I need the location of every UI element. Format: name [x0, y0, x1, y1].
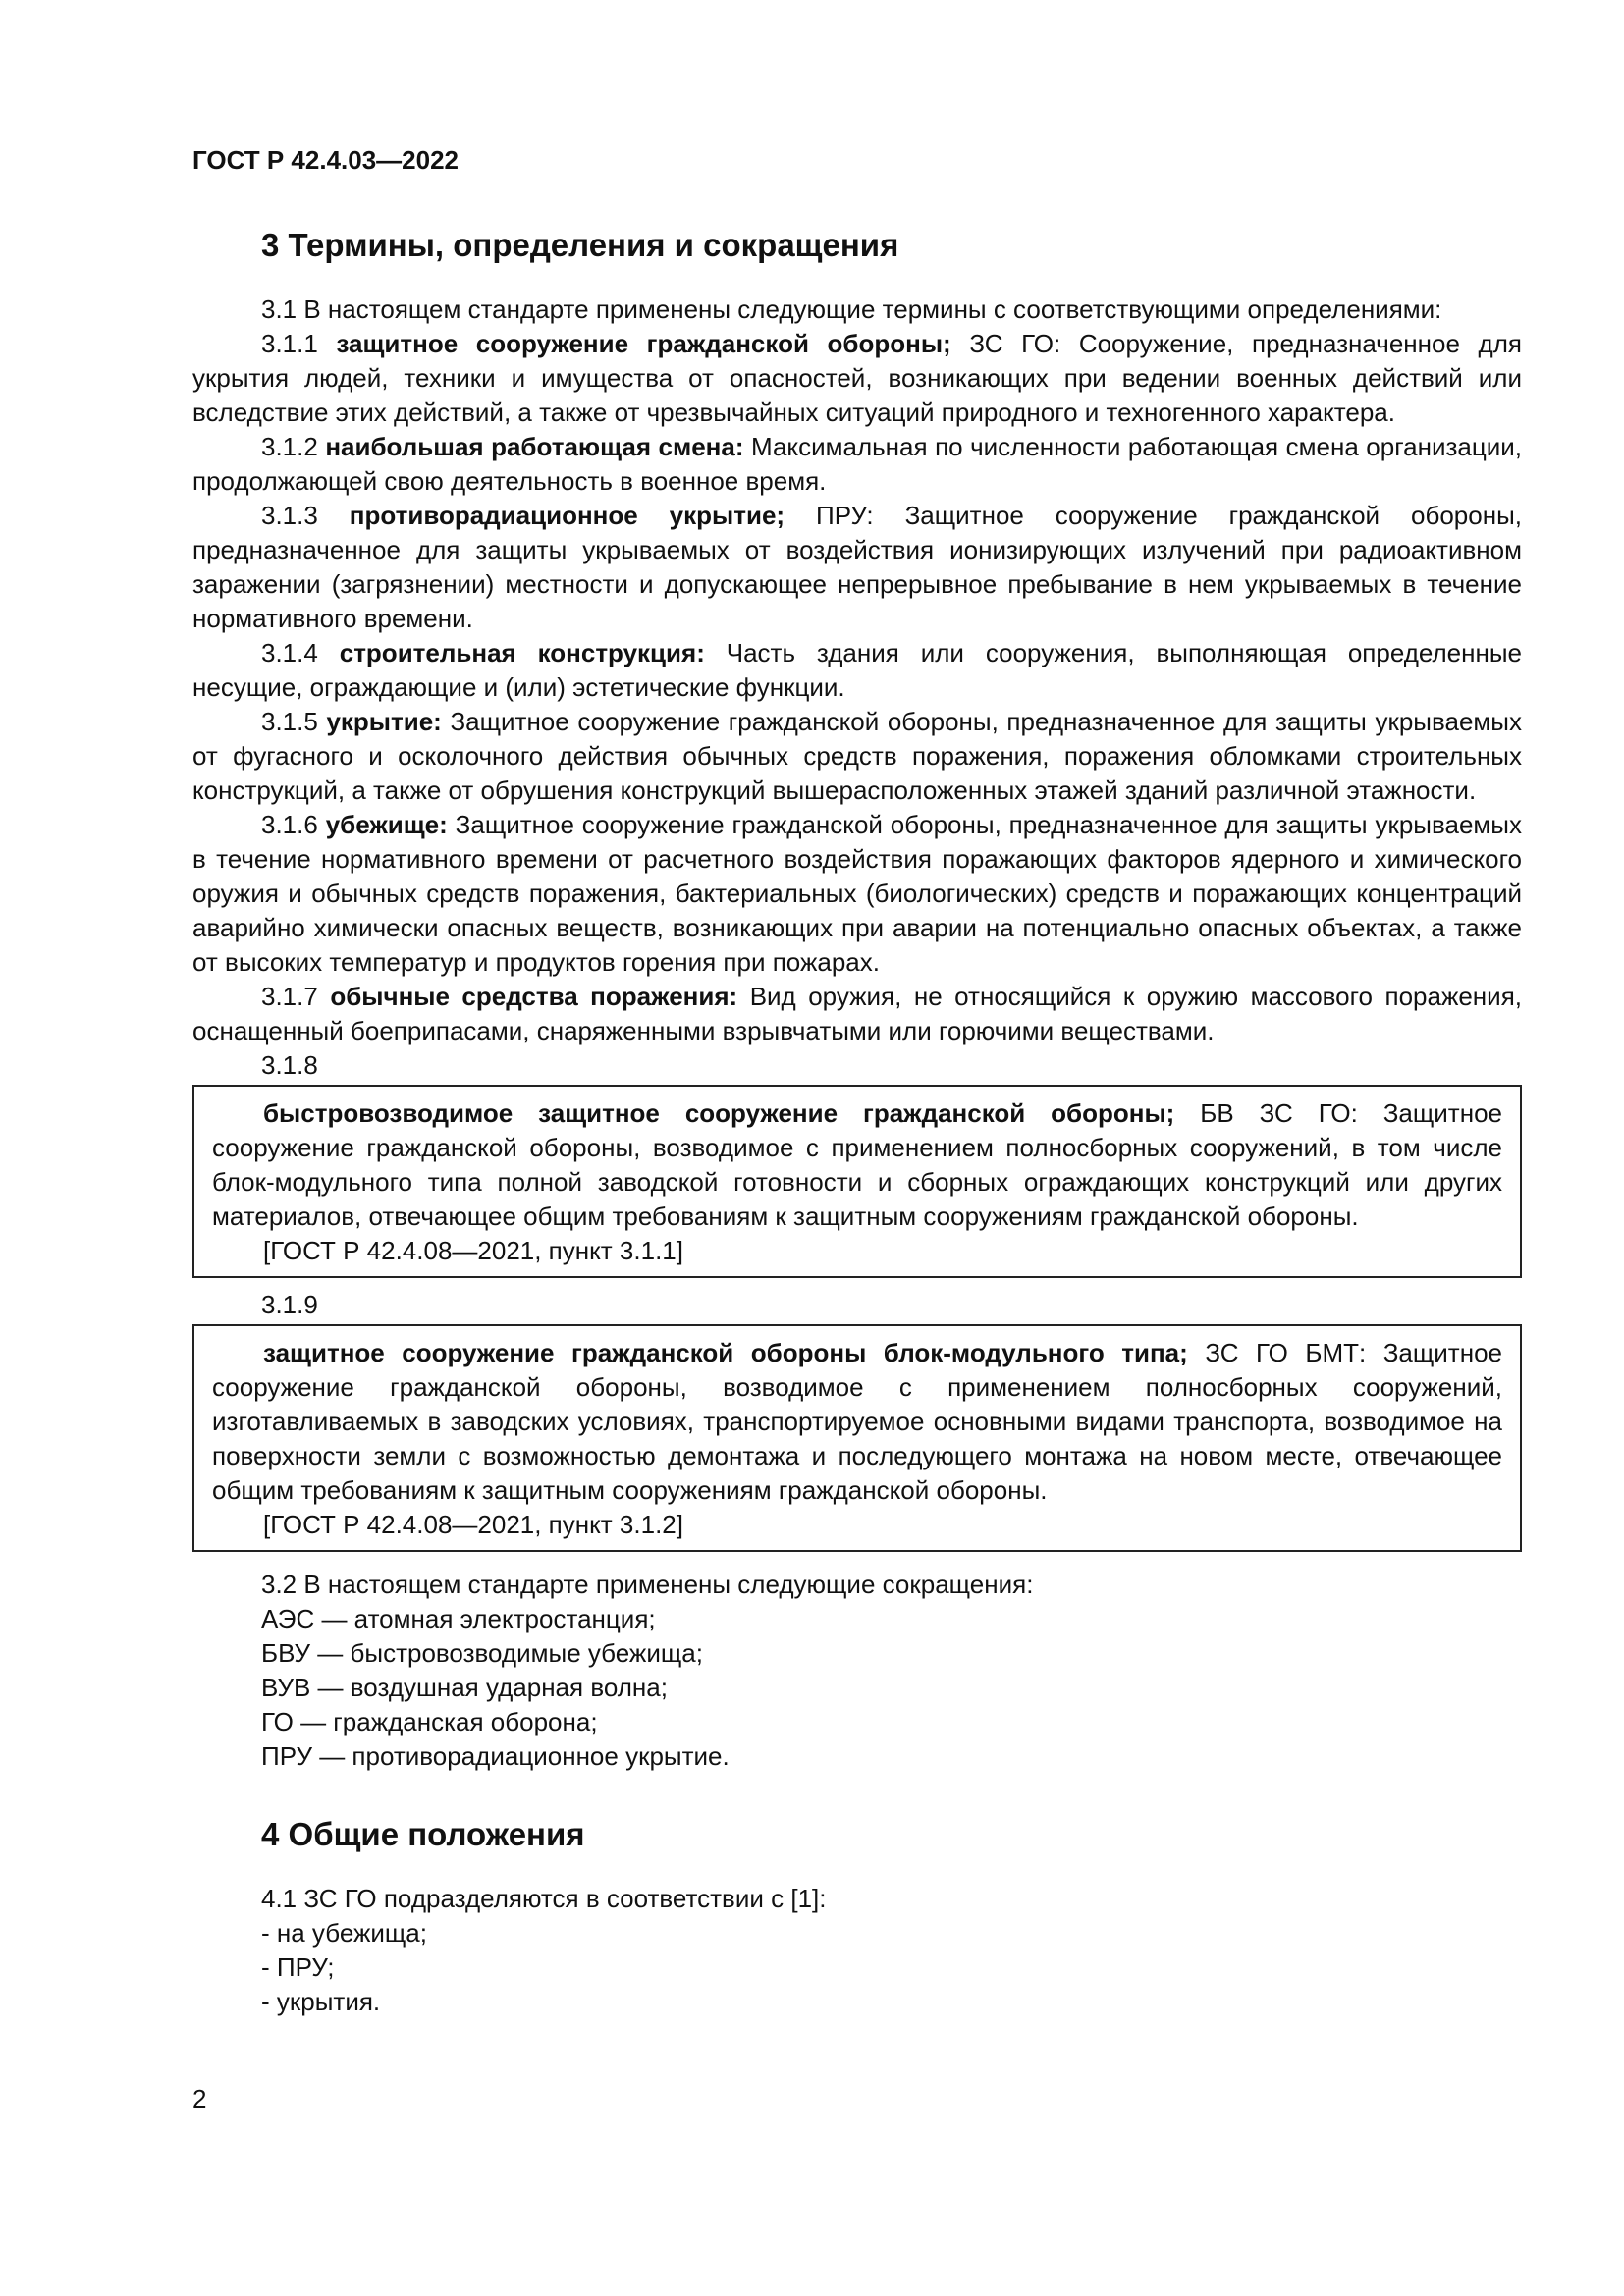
boxed-term-text — [212, 1096, 1502, 1234]
term-entry: 3.1.6 убежище: Защитное сооружение гражданской обороны, предназначенное для защиты укрываемых в течение нормативного времени от расчетного воздействия поражающих факторов ядерного и химического оружия и обычных средств поражения, бактериальных (биологических) средств и поражающих концентраций аварийно химически опасных веществ, возникающих при аварии на потенциально опасных объектах, а также от высоких температур и продуктов горения при пожарах. — [192, 810, 1522, 977]
abbreviation-item: ГО — гражданская оборона; — [261, 1707, 598, 1736]
term-name: обычные средства поражения: — [330, 982, 738, 1011]
abbreviation-item: ПРУ — противорадиационное укрытие. — [261, 1741, 730, 1771]
term-name: строительная конструкция: — [339, 638, 705, 667]
term-definition: БВ ЗС ГО: Защитное сооружение гражданской обороны, возводимое с применением полносборных сооружений, в том числе блок-модульного типа полной заводской готовности и сборных ограждающих конструкций или других материалов, отвечающее общим требованиям к защитным сооружениям гражданской обороны. — [212, 1098, 1502, 1231]
term-name: противорадиационное укрытие; — [349, 501, 785, 530]
term-name: убежище: — [325, 810, 448, 839]
section-3-title: 3 Термины, определения и сокращения — [261, 227, 899, 263]
list-item: - укрытия. — [261, 1987, 381, 2016]
term-entry: 3.1.7 обычные средства поражения: Вид оружия, не относящийся к оружию массового поражения, оснащенный боеприпасами, снаряженными взрывчатыми или горючими веществами. — [192, 982, 1522, 1045]
list-item: - ПРУ; — [261, 1952, 335, 1982]
term-source-reference: [ГОСТ Р 42.4.08—2021, пункт 3.1.1] — [263, 1236, 683, 1265]
structure-types-list — [192, 1916, 1522, 2019]
term-definition: ПРУ: Защитное сооружение гражданской обороны, предназначенное для защиты укрываемых от воздействия ионизирующих излучений при радиоактивном заражении (загрязнении) местности и допускающее непрерывное пребывание в нем укрываемых в течение нормативного времени. — [192, 501, 1522, 633]
term-source-reference: [ГОСТ Р 42.4.08—2021, пункт 3.1.2] — [263, 1510, 683, 1539]
section-4-title: 4 Общие положения — [261, 1816, 585, 1852]
boxed-term-number: 3.1.9 — [261, 1290, 318, 1319]
term-definition: Максимальная по численности работающая смена организации, продолжающей свою деятельность в военное время. — [192, 432, 1523, 496]
term-name: защитное сооружение гражданской обороны; — [336, 329, 951, 358]
term-entry: 3.1.2 наибольшая работающая смена: Максимальная по численности работающая смена организации, продолжающей свою деятельность в военное время. — [192, 432, 1523, 496]
term-entry: 3.1.4 строительная конструкция: Часть здания или сооружения, выполняющая определенные несущие, ограждающие и (или) эстетические функции. — [192, 638, 1523, 702]
boxed-term-definition — [192, 1324, 1522, 1552]
abbreviation-item: БВУ — быстровозводимые убежища; — [261, 1638, 703, 1668]
term-name: защитное сооружение гражданской обороны блок-модульного типа; — [263, 1338, 1188, 1367]
term-definition: ЗС ГО: Сооружение, предназначенное для укрытия людей, техники и имущества от опасностей, возникающих при ведении военных действий или вследствие этих действий, а также от чрезвычайных ситуаций природного и техногенного характера. — [192, 329, 1522, 427]
abbreviations-intro: 3.2 В настоящем стандарте применены следующие сокращения: — [261, 1570, 1034, 1599]
boxed-term-text — [212, 1336, 1502, 1508]
section-4-intro: 4.1 ЗС ГО подразделяются в соответствии с [1]: — [261, 1884, 827, 1913]
term-entry: 3.1.5 укрытие: Защитное сооружение гражданской обороны, предназначенное для защиты укрываемых от фугасного и осколочного действия обычных средств поражения, поражения обломками строительных конструкций, а также от обрушения конструкций вышерасположенных этажей зданий различной этажности. — [192, 707, 1522, 805]
term-name: укрытие: — [326, 707, 442, 736]
boxed-term-definition — [192, 1085, 1522, 1278]
term-definition: ЗС ГО БМТ: Защитное сооружение гражданской обороны, возводимое с применением полносборных сооружений, изготавливаемых в заводских условиях, транспортируемое основными видами транспорта, возводимое на поверхности земли с возможностью демонтажа и последующего монтажа на новом месте, отвечающее общим требованиям к защитным сооружениям гражданской обороны. — [212, 1338, 1502, 1505]
page-content — [192, 224, 1522, 2019]
term-definition: Часть здания или сооружения, выполняющая определенные несущие, ограждающие и (или) эстетические функции. — [192, 638, 1523, 702]
terms-intro: 3.1 В настоящем стандарте применены следующие термины с соответствующими определениями: — [261, 294, 1442, 324]
abbreviation-item: АЭС — атомная электростанция; — [261, 1604, 656, 1633]
term-entry: 3.1.1 защитное сооружение гражданской обороны; ЗС ГО: Сооружение, предназначенное для укрытия людей, техники и имущества от опасностей, возникающих при ведении военных действий или вследствие этих действий, а также от чрезвычайных ситуаций природного и техногенного характера. — [192, 329, 1522, 427]
term-name: быстровозводимое защитное сооружение гражданской обороны; — [263, 1098, 1175, 1128]
term-definition: Защитное сооружение гражданской обороны, предназначенное для защиты укрываемых в течение нормативного времени от расчетного воздействия поражающих факторов ядерного и химического оружия и обычных средств поражения, бактериальных (биологических) средств и поражающих концентраций аварийно химически опасных веществ, возникающих при аварии на потенциально опасных объектах, а также от высоких температур и продуктов горения при пожарах. — [192, 810, 1522, 977]
document-header: ГОСТ Р 42.4.03—2022 — [192, 145, 460, 175]
term-definition: Вид оружия, не относящийся к оружию массового поражения, оснащенный боеприпасами, снаряженными взрывчатыми или горючими веществами. — [192, 982, 1522, 1045]
terms-list — [192, 327, 1522, 1048]
page-number: 2 — [192, 2084, 207, 2113]
term-name: наибольшая работающая смена: — [325, 432, 744, 461]
abbreviation-item: ВУВ — воздушная ударная волна; — [261, 1673, 668, 1702]
abbreviations-list — [192, 1602, 1522, 1774]
term-definition: Защитное сооружение гражданской обороны, предназначенное для защиты укрываемых от фугасного и осколочного действия обычных средств поражения, поражения обломками строительных конструкций, а также от обрушения конструкций вышерасположенных этажей зданий различной этажности. — [192, 707, 1522, 805]
boxed-term-number: 3.1.8 — [261, 1050, 318, 1080]
list-item: - на убежища; — [261, 1918, 427, 1948]
term-entry: 3.1.3 противорадиационное укрытие; ПРУ: Защитное сооружение гражданской обороны, предназначенное для защиты укрываемых от воздействия ионизирующих излучений при радиоактивном заражении (загрязнении) местности и допускающее непрерывное пребывание в нем укрываемых в течение нормативного времени. — [192, 501, 1522, 633]
